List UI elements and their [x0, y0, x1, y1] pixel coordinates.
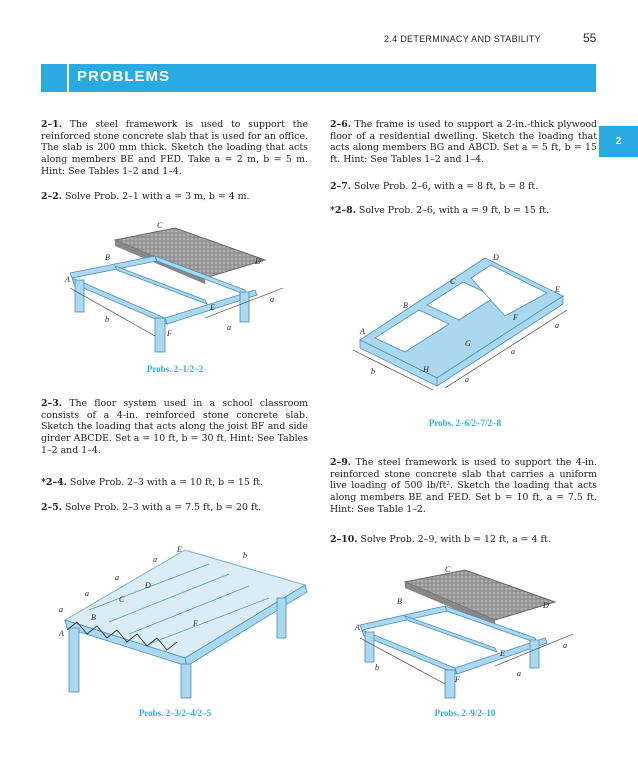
label-a: a	[270, 295, 274, 304]
page-number: 55	[583, 31, 597, 45]
problem-number: 2–5.	[41, 502, 62, 513]
label-F: F	[455, 675, 460, 684]
problem-number: 2–1.	[41, 119, 62, 130]
label-F: F	[193, 619, 198, 628]
label-A: A	[65, 275, 70, 284]
label-D: D	[493, 253, 499, 262]
label-E: E	[555, 285, 560, 294]
chapter-tab: 2	[599, 126, 638, 157]
label-a: a	[115, 573, 119, 582]
running-header-section: 2.4 DETERMINACY AND STABILITY	[384, 34, 541, 44]
problem-number: 2–10.	[330, 534, 358, 545]
label-C: C	[445, 565, 451, 574]
problem-number: 2–7.	[330, 181, 351, 192]
label-A: A	[59, 629, 64, 638]
problem-2-8	[330, 205, 597, 217]
problem-2-2	[41, 191, 308, 203]
label-B: B	[105, 253, 110, 262]
label-F: F	[513, 313, 518, 322]
figure-caption-3: Probs. 2–6/2–7/2–8	[428, 418, 502, 428]
label-a: a	[153, 555, 157, 564]
figure-plywood-frame	[345, 250, 580, 395]
problem-text: Solve Prob. 2–3 with a = 7.5 ft, b = 20 ft.	[64, 502, 262, 513]
label-C: C	[157, 221, 163, 230]
problem-text: The steel framework is used to support the 4-in. reinforced stone concrete slab that carries a uniform live loading of 500 lb/ft². Sketch the loading that acts along members BE and FED. Set b = 10 ft, a = 7.5 ft. Hint: See Table 1–2.	[330, 457, 598, 515]
problem-text: The steel framework is used to support the reinforced stone concrete slab that is used for an office. The slab is 200 mm thick. Sketch the loading that acts along members BE and FED. Take a = 2 m, b = 5 m. Hint: See Tables 1–2 and 1–4.	[41, 119, 308, 177]
label-A: A	[360, 327, 365, 336]
problem-text: Solve Prob. 2–1 with a = 3 m, b = 4 m.	[64, 191, 250, 202]
problem-2-10	[330, 534, 597, 546]
label-a: a	[59, 605, 63, 614]
problem-number: 2–6.	[330, 119, 351, 130]
problem-text: Solve Prob. 2–9, with b = 12 ft, a = 4 ft.	[360, 534, 551, 545]
figure-caption-2: Probs. 2–3/2–4/2–5	[138, 708, 212, 718]
problem-text: Solve Prob. 2–6, with a = 9 ft, b = 15 ft.	[358, 205, 550, 216]
banner-divider	[67, 64, 69, 92]
problem-number: 2–2.	[41, 191, 62, 202]
problem-2-3	[41, 398, 308, 457]
label-B: B	[397, 597, 402, 606]
label-a: a	[465, 375, 469, 384]
problem-2-4	[41, 477, 308, 489]
problem-number: 2–3.	[41, 398, 62, 409]
label-B: B	[91, 613, 96, 622]
label-E: E	[210, 303, 215, 312]
problem-text: The floor system used in a school classroom consists of a 4-in. reinforced stone concrete slab. Sketch the loading that acts along the joist BF and side girder ABCDE. Set a = 10 ft, b = 30 ft. Hint: See Tables 1–2 and 1–4.	[41, 398, 308, 456]
figure-frame-slab-2	[345, 560, 595, 700]
label-D: D	[255, 257, 261, 266]
problem-text: Solve Prob. 2–6, with a = 8 ft, b = 8 ft.	[353, 181, 539, 192]
problem-2-1	[41, 119, 308, 178]
label-G: G	[465, 339, 471, 348]
label-b: b	[375, 663, 379, 672]
label-H: H	[423, 365, 429, 374]
problem-text: Solve Prob. 2–3 with a = 10 ft, b = 15 ft.	[69, 477, 264, 488]
label-E: E	[177, 545, 182, 554]
label-B: B	[403, 301, 408, 310]
label-D: D	[543, 601, 549, 610]
label-a: a	[563, 641, 567, 650]
label-A: A	[355, 623, 360, 632]
label-C: C	[119, 595, 125, 604]
problem-number: *2–4.	[41, 477, 67, 488]
figure-floor-system	[45, 540, 310, 700]
problem-text: The frame is used to support a 2-in.-thick plywood floor of a residential dwelling. Sketch the loading that acts along members BG and ABCD. Set a = 5 ft, b = 15 ft. Hint: See Tables 1–2 and 1–4.	[330, 119, 597, 166]
problem-number: *2–8.	[330, 205, 356, 216]
label-b: b	[371, 367, 375, 376]
label-b: b	[243, 551, 247, 560]
label-D: D	[145, 581, 151, 590]
problem-2-6	[330, 119, 597, 166]
problem-2-7	[330, 181, 597, 193]
figure-caption-1: Probs. 2–1/2–2	[146, 364, 204, 374]
label-E: E	[500, 649, 505, 658]
label-a: a	[517, 669, 521, 678]
problem-2-9	[330, 457, 597, 516]
label-b: b	[105, 315, 109, 324]
figure-caption-4: Probs. 2–9/2–10	[434, 708, 496, 718]
label-a: a	[85, 589, 89, 598]
label-a: a	[511, 347, 515, 356]
label-F: F	[167, 329, 172, 338]
figure-frame-slab	[55, 218, 305, 358]
label-C: C	[450, 277, 456, 286]
label-a: a	[227, 323, 231, 332]
label-a: a	[555, 321, 559, 330]
problem-2-5	[41, 502, 308, 514]
problem-number: 2–9.	[330, 457, 351, 468]
banner-title: PROBLEMS	[77, 68, 171, 85]
